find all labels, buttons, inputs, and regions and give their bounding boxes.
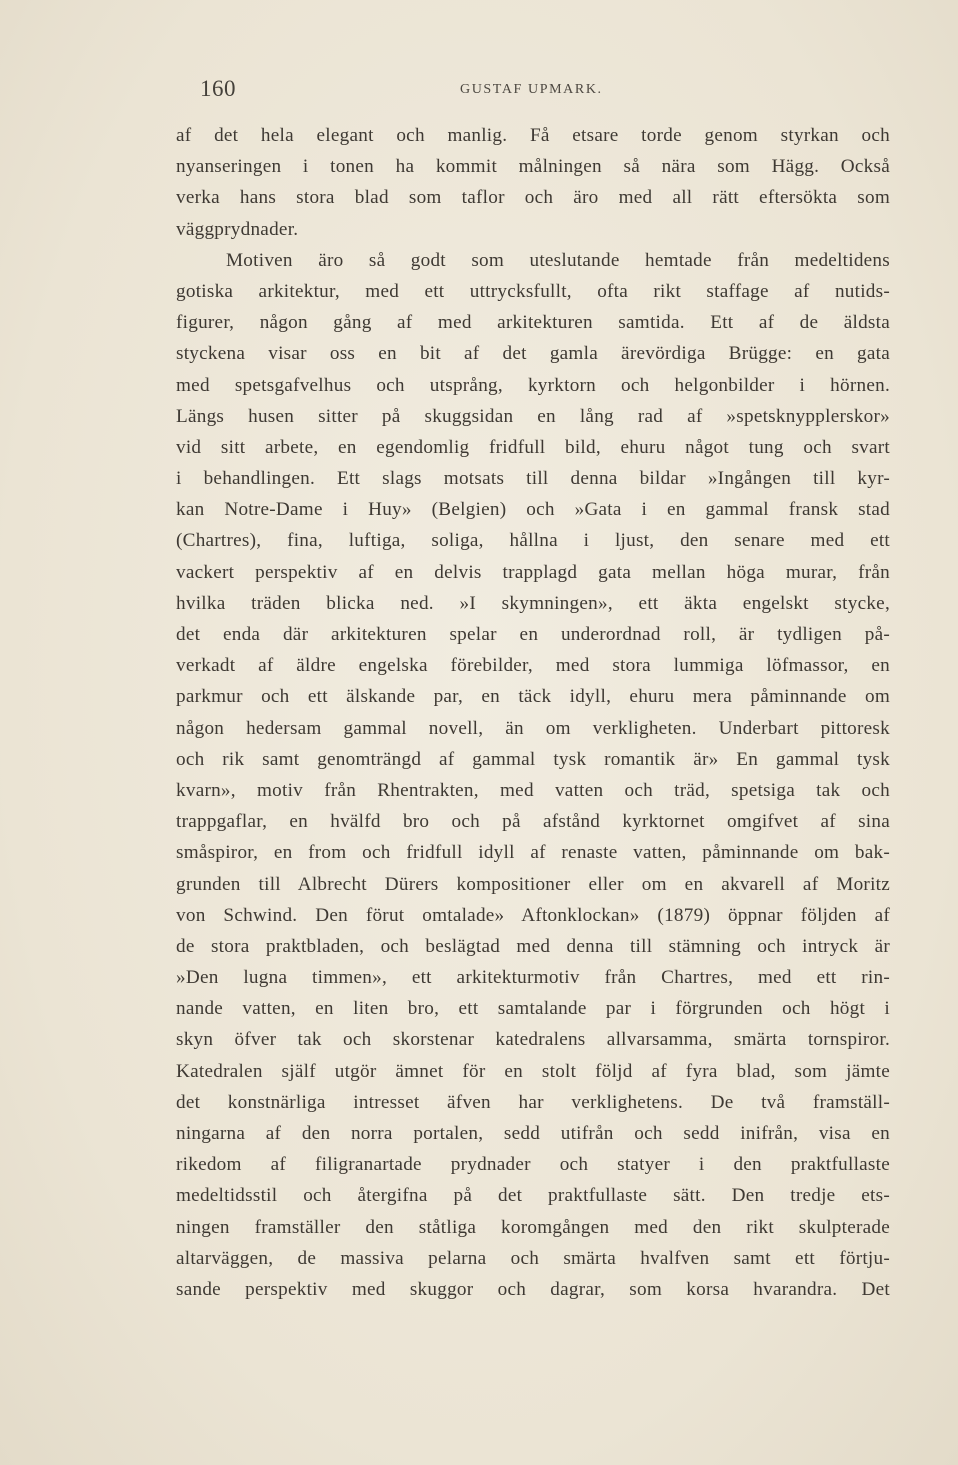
- text-line: grunden till Albrecht Dürers kompositioner eller om en akvarell af Moritz: [176, 873, 890, 895]
- text-line: ningarna af den norra portalen, sedd utifrån och sedd inifrån, visa en: [176, 1123, 890, 1144]
- text-line: altarväggen, de massiva pelarna och smärta hvalfven samt ett förtju-: [176, 1247, 890, 1269]
- text-line: med spetsgafvelhus och utsprång, kyrktorn och helgonbilder i hörnen.: [176, 374, 890, 396]
- text-line: de stora praktbladen, och beslägtad med denna till stämning och intryck är: [176, 935, 890, 957]
- text-line: kan Notre-Dame i Huy» (Belgien) och »Gata i en gammal fransk stad: [176, 499, 890, 521]
- text-line: väggprydnader.: [176, 218, 299, 240]
- text-line: skyn öfver tak och skorstenar katedralens allvarsamma, smärta tornspiror.: [176, 1029, 890, 1051]
- text-line: någon hedersam gammal novell, än om verkligheten. Underbart pittoresk: [176, 717, 890, 739]
- text-line: Katedralen själf utgör ämnet för en stolt följd af fyra blad, som jämte: [176, 1060, 890, 1082]
- text-line: hvilka träden blicka ned. »I skymningen», ett äkta engelskt stycke,: [176, 592, 890, 614]
- page-header: [0, 76, 958, 106]
- text-line: von Schwind. Den förut omtalade» Aftonklockan» (1879) öppnar följden af: [176, 904, 890, 926]
- text-line: (Chartres), fina, luftiga, soliga, hållna i ljust, den senare med ett: [176, 530, 890, 552]
- running-head: GUSTAF UPMARK.: [460, 82, 603, 97]
- text-line: verkadt af äldre engelska förebilder, med stora lummiga löfmassor, en: [176, 655, 890, 677]
- text-line: rikedom af filigranartade prydnader och statyer i den praktfullaste: [176, 1154, 890, 1176]
- text-line: småspiror, en from och fridfull idyll af renaste vatten, påminnande om bak-: [176, 842, 890, 864]
- text-line: gotiska arkitektur, med ett uttrycksfullt, ofta rikt staffage af nutids-: [176, 280, 890, 302]
- text-line: och rik samt genomträngd af gammal tysk romantik är» En gammal tysk: [176, 748, 890, 770]
- text-line: trappgaflar, en hvälfd bro och på afstånd kyrktornet omgifvet af sina: [176, 811, 890, 833]
- text-line: vackert perspektiv af en delvis trapplagd gata mellan höga murar, från: [176, 561, 890, 583]
- text-line: styckena visar oss en bit af det gamla ärevördiga Brügge: en gata: [176, 343, 890, 365]
- text-line: det konstnärliga intresset äfven har verklighetens. De två framställ-: [176, 1091, 890, 1113]
- text-line: verka hans stora blad som taflor och äro med all rätt eftersökta som: [176, 187, 890, 209]
- text-line: Längs husen sitter på skuggsidan en lång rad af »spetsknypplerskor»: [176, 405, 890, 427]
- text-line: »Den lugna timmen», ett arkitekturmotiv från Chartres, med ett rin-: [176, 967, 890, 989]
- text-line: kvarn», motiv från Rhentrakten, med vatten och träd, spetsiga tak och: [176, 779, 890, 801]
- body-text: [176, 120, 890, 1305]
- text-line: nyanseringen i tonen ha kommit målningen så nära som Hägg. Också: [176, 156, 890, 178]
- text-line: vid sitt arbete, en egendomlig fridfull bild, ehuru något tung och svart: [176, 436, 890, 458]
- page-number: 160: [200, 76, 236, 101]
- text-line: sande perspektiv med skuggor och dagrar, som korsa hvarandra. Det: [176, 1278, 890, 1300]
- text-line: det enda där arkitekturen spelar en underordnad roll, är tydligen på-: [176, 624, 890, 645]
- text-line: i behandlingen. Ett slags motsats till denna bildar »Ingången till kyr-: [176, 468, 890, 490]
- text-line: nande vatten, en liten bro, ett samtalande par i förgrunden och högt i: [176, 998, 890, 1020]
- text-line: af det hela elegant och manlig. Få etsare torde genom styrkan och: [176, 125, 890, 146]
- text-line: figurer, någon gång af med arkitekturen samtida. Ett af de äldsta: [176, 312, 890, 334]
- text-line: parkmur och ett älskande par, en täck idyll, ehuru mera påminnande om: [176, 686, 890, 708]
- text-line: ningen framställer den ståtliga koromgången med den rikt skulpterade: [176, 1216, 890, 1238]
- text-line: Motiven äro så godt som uteslutande hemtade från medeltidens: [226, 249, 890, 271]
- text-line: medeltidsstil och återgifna på det praktfullaste sätt. Den tredje ets-: [176, 1185, 890, 1207]
